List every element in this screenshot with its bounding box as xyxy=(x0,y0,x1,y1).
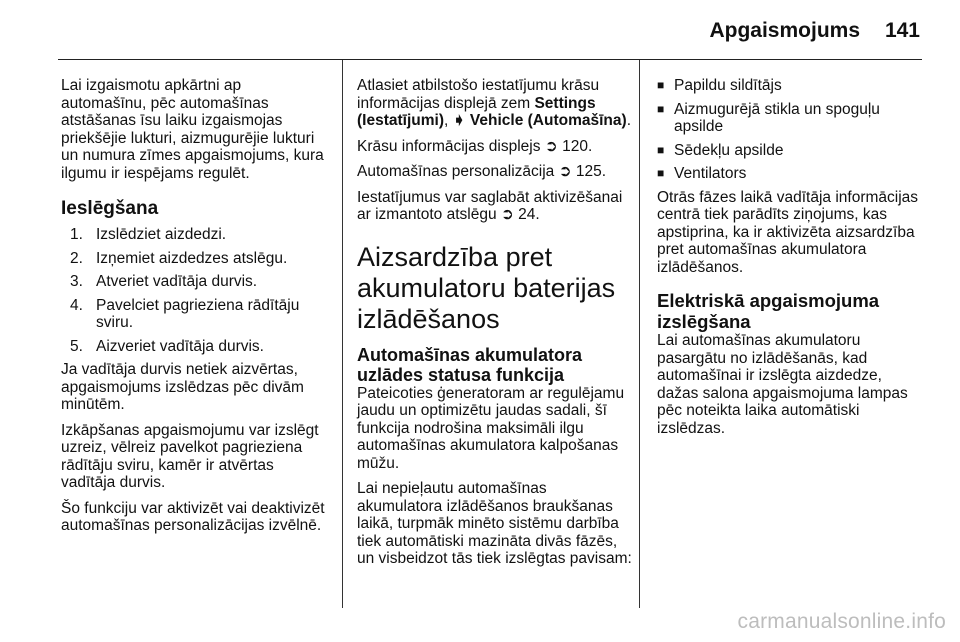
section-title: Aizsardzība pret akumulatoru baterijas izlādēšanos xyxy=(357,241,616,334)
paragraph: Iestatījumus var saglabāt aktivizēšanai ar izmantoto atslēgu ➲ 24. xyxy=(357,188,623,223)
list-item: ■ Aizmugurējā stikla un spoguļu apsilde xyxy=(657,100,880,135)
column-1 xyxy=(61,77,329,543)
bullet-icon: ■ xyxy=(657,78,665,92)
systems-list xyxy=(657,77,927,183)
paragraph: Pateicoties ģeneratoram ar regulējamu jaudu un optimizētu jaudas sadali, šī funkcija nodrošina maksimāli ilgu automašīnas akumulatora kalpošanas mūžu. xyxy=(357,384,625,472)
list-item: 3. Atveriet vadītāja durvis. xyxy=(70,273,258,290)
bullet-icon: ■ xyxy=(657,101,665,116)
paragraph: Atlasiet atbilstošo iestatījumu krāsu informācijas displejā zem Settings (Iestatījumi), ➧ Vehicle (Automašīna). xyxy=(357,77,631,129)
paragraph: Lai automašīnas akumulatoru pasargātu no izlādēšanās, kad automašīnai ir izslēgta aizdedze, dažas salona apgaismojuma lampas pēc noteikta laika automātiski izslēdzas. xyxy=(657,332,908,437)
cross-reference: Krāsu informācijas displejs ➲ 120. xyxy=(357,137,593,155)
paragraph: Šo funkciju var aktivizēt vai deaktivizēt automašīnas personalizācijas izvēlnē. xyxy=(61,499,325,534)
list-item: ■ Ventilators xyxy=(657,165,747,182)
column-3 xyxy=(657,77,927,445)
section-heading: Ieslēgšana xyxy=(61,198,159,219)
steps-list xyxy=(61,226,329,355)
paragraph: Lai nepieļautu automašīnas akumulatora izlādēšanos braukšanas laikā, turpmāk minēto sistēmu darbība tiek automātiski mazināta divās fāzēs, un visbeidzot tās tiek izslēgtas pavisam: xyxy=(357,480,632,567)
list-item: ■ Papildu sildītājs xyxy=(657,77,782,94)
list-item: 2. Izņemiet aizdedzes atslēgu. xyxy=(70,249,288,267)
page-header xyxy=(0,0,960,62)
column-divider xyxy=(342,60,343,608)
menu-path-settings: Settings (Iestatījumi) xyxy=(357,94,596,129)
menu-path-vehicle: Vehicle (Automašīna) xyxy=(465,112,627,129)
watermark: carmanualsonline.info xyxy=(737,610,946,633)
bullet-icon: ■ xyxy=(657,166,665,180)
column-2 xyxy=(357,77,632,576)
cross-reference: Automašīnas personalizācija ➲ 125. xyxy=(357,163,607,180)
header-divider xyxy=(58,59,922,60)
list-item: 4. Pavelciet pagrieziena rādītāju sviru. xyxy=(70,296,300,331)
subsection-heading: Automašīnas akumulatora uzlādes statusa funkcija xyxy=(357,344,583,385)
section-heading: Elektriskā apgaismojuma izslēgšana xyxy=(657,290,880,332)
column-divider xyxy=(639,60,640,608)
list-item: 1. Izslēdziet aizdedzi. xyxy=(70,226,227,243)
arrow-icon: ➧ xyxy=(452,112,466,129)
paragraph: Ja vadītāja durvis netiek aizvērtas, apgaismojums izslēdzas pēc divām minūtēm. xyxy=(61,361,304,413)
bullet-icon: ■ xyxy=(657,142,665,157)
paragraph: Otrās fāzes laikā vadītāja informācijas centrā tiek parādīts ziņojums, kas apstiprina, ka ir aktivizēta aizsardzība pret automašīnas akumulatora izlādēšanos. xyxy=(657,188,919,276)
list-item: ■ Sēdekļu apsilde xyxy=(657,141,784,159)
page-number: 141 xyxy=(884,19,920,42)
intro-paragraph: Lai izgaismotu apkārtni ap automašīnu, pēc automašīnas atstāšanas īsu laiku izgaismojas priekšējie lukturi, aizmugurējie lukturi un numura zīmes apgaismojums, kura ilgumu ir iespējams regulēt. xyxy=(61,77,324,182)
paragraph: Izkāpšanas apgaismojumu var izslēgt uzreiz, vēlreiz pavelkot pagrieziena rādītāju sviru, kamēr ir atvērtas vadītāja durvis. xyxy=(61,421,319,491)
list-item: 5. Aizveriet vadītāja durvis. xyxy=(70,337,264,355)
page-title: Apgaismojums xyxy=(709,19,860,42)
